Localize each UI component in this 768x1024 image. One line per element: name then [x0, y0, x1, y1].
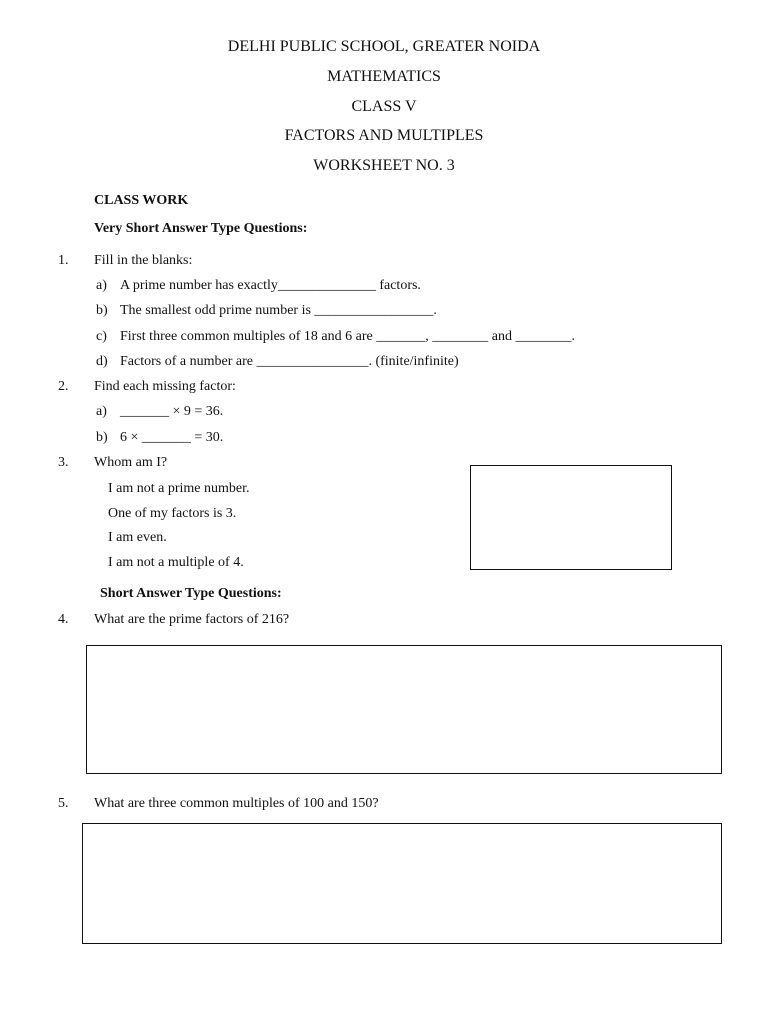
q4-text: What are the prime factors of 216?	[94, 612, 290, 627]
q1c-label: c)	[96, 329, 107, 344]
q1b-label: b)	[96, 303, 108, 318]
q3-text: Whom am I?	[94, 455, 168, 470]
vsa-heading: Very Short Answer Type Questions:	[94, 221, 308, 236]
class-title: CLASS V	[351, 98, 417, 115]
q5-answer-box[interactable]	[82, 823, 722, 944]
q2a-label: a)	[96, 404, 107, 419]
q3-answer-box[interactable]	[470, 465, 672, 570]
q1c-text: First three common multiples of 18 and 6 are _______, ________ and ________.	[120, 329, 575, 344]
section-title: CLASS WORK	[94, 193, 189, 208]
q3-clue: I am not a multiple of 4.	[108, 555, 244, 570]
q3-clue: I am even.	[108, 530, 167, 545]
q1-number: 1.	[58, 253, 69, 268]
q2-number: 2.	[58, 379, 69, 394]
q5-text: What are three common multiples of 100 and 150?	[94, 796, 379, 811]
q3-clue: I am not a prime number.	[108, 481, 250, 496]
school-name: DELHI PUBLIC SCHOOL, GREATER NOIDA	[227, 38, 541, 55]
q1d-label: d)	[96, 354, 108, 369]
q5-number: 5.	[58, 796, 69, 811]
subject-title: MATHEMATICS	[327, 68, 441, 85]
worksheet-number: WORKSHEET NO. 3	[313, 157, 455, 174]
q1a-text: A prime number has exactly______________ factors.	[120, 278, 421, 293]
q1d-text: Factors of a number are ________________. (finite/infinite)	[120, 354, 459, 369]
q1b-text: The smallest odd prime number is _________________.	[120, 303, 437, 318]
q2a-text: _______ × 9 = 36.	[120, 404, 224, 419]
q1-text: Fill in the blanks:	[94, 253, 193, 268]
q4-answer-box[interactable]	[86, 645, 722, 774]
q2b-label: b)	[96, 430, 108, 445]
sa-heading: Short Answer Type Questions:	[100, 586, 282, 601]
q2b-text: 6 × _______ = 30.	[120, 430, 224, 445]
topic-title: FACTORS AND MULTIPLES	[284, 127, 484, 144]
q3-clue: One of my factors is 3.	[108, 506, 237, 521]
q4-number: 4.	[58, 612, 69, 627]
q3-number: 3.	[58, 455, 69, 470]
q2-text: Find each missing factor:	[94, 379, 236, 394]
q1a-label: a)	[96, 278, 107, 293]
